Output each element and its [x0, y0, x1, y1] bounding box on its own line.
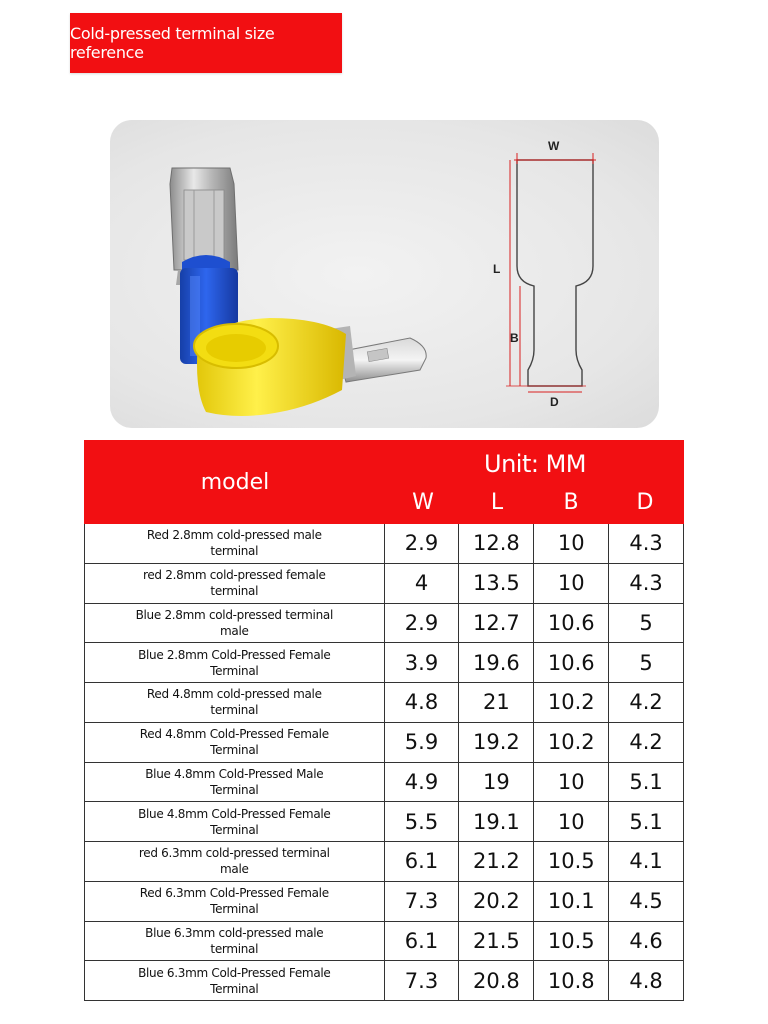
value-cell-w: 4.8 [385, 683, 460, 722]
value-cell-l: 19.2 [459, 723, 534, 762]
product-photo-panel [110, 120, 659, 428]
banner-title: Cold-pressed terminal size reference [70, 24, 275, 62]
model-cell: red 2.8mm cold-pressed female terminal [85, 564, 385, 603]
value-cell-l: 19.1 [459, 802, 534, 841]
table-row [85, 683, 684, 723]
table-row [85, 643, 684, 683]
table-row [85, 842, 684, 882]
model-cell: Blue 4.8mm Cold-Pressed Male Terminal [85, 763, 385, 802]
value-cell-w: 6.1 [385, 842, 460, 881]
value-cell-d: 5 [609, 604, 684, 643]
model-column-header: model [200, 469, 270, 495]
label-b: B [510, 331, 519, 345]
value-cell-d: 4.8 [609, 961, 684, 1000]
table-row [85, 564, 684, 604]
value-cell-b: 10 [534, 564, 609, 603]
table-row [85, 882, 684, 922]
value-cell-b: 10.2 [534, 683, 609, 722]
value-cell-w: 7.3 [385, 882, 460, 921]
value-cell-d: 4.3 [609, 524, 684, 563]
table-row [85, 524, 684, 564]
model-cell: Red 4.8mm cold-pressed male terminal [85, 683, 385, 722]
table-row [85, 961, 684, 1001]
value-cell-b: 10 [534, 524, 609, 563]
table-row [85, 922, 684, 962]
value-cell-d: 4.2 [609, 723, 684, 762]
model-cell: Blue 2.8mm cold-pressed terminal male [85, 604, 385, 643]
value-cell-w: 7.3 [385, 961, 460, 1000]
column-header-d: D [636, 490, 654, 515]
value-cell-l: 12.7 [459, 604, 534, 643]
value-cell-d: 4.1 [609, 842, 684, 881]
model-cell: Blue 6.3mm cold-pressed male terminal [85, 922, 385, 961]
value-cell-l: 20.8 [459, 961, 534, 1000]
terminal-photo-illustration [110, 120, 659, 428]
table-row [85, 723, 684, 763]
size-spec-table [84, 440, 684, 1001]
value-cell-b: 10.2 [534, 723, 609, 762]
value-cell-w: 5.9 [385, 723, 460, 762]
column-header-l: L [490, 490, 504, 515]
value-cell-l: 21.2 [459, 842, 534, 881]
value-cell-d: 5 [609, 643, 684, 682]
value-cell-b: 10.6 [534, 604, 609, 643]
value-cell-l: 21.5 [459, 922, 534, 961]
table-row [85, 763, 684, 803]
value-cell-b: 10 [534, 763, 609, 802]
value-cell-l: 21 [459, 683, 534, 722]
model-cell: Red 4.8mm Cold-Pressed Female Terminal [85, 723, 385, 762]
value-cell-b: 10.5 [534, 922, 609, 961]
label-l: L [493, 262, 501, 276]
table-row [85, 802, 684, 842]
value-cell-l: 19.6 [459, 643, 534, 682]
value-cell-b: 10.6 [534, 643, 609, 682]
value-cell-w: 6.1 [385, 922, 460, 961]
yellow-male-terminal [194, 318, 426, 416]
model-cell: Blue 6.3mm Cold-Pressed Female Terminal [85, 961, 385, 1000]
unit-header: Unit: MM [484, 450, 586, 478]
label-d: D [550, 395, 559, 409]
value-cell-w: 2.9 [385, 524, 460, 563]
value-cell-b: 10 [534, 802, 609, 841]
value-cell-b: 10.5 [534, 842, 609, 881]
table-header [84, 440, 684, 524]
value-cell-l: 19 [459, 763, 534, 802]
value-cell-d: 4.6 [609, 922, 684, 961]
value-cell-w: 5.5 [385, 802, 460, 841]
model-cell: Red 2.8mm cold-pressed male terminal [85, 524, 385, 563]
value-cell-l: 13.5 [459, 564, 534, 603]
model-cell: Blue 4.8mm Cold-Pressed Female Terminal [85, 802, 385, 841]
value-cell-d: 4.2 [609, 683, 684, 722]
table-body [84, 524, 684, 1001]
value-cell-w: 2.9 [385, 604, 460, 643]
model-cell: Red 6.3mm Cold-Pressed Female Terminal [85, 882, 385, 921]
value-cell-b: 10.1 [534, 882, 609, 921]
model-cell: red 6.3mm cold-pressed terminal male [85, 842, 385, 881]
value-cell-d: 5.1 [609, 763, 684, 802]
model-cell: Blue 2.8mm Cold-Pressed Female Terminal [85, 643, 385, 682]
title-banner [70, 13, 342, 73]
table-row [85, 604, 684, 644]
column-header-w: W [412, 490, 434, 515]
value-cell-d: 4.3 [609, 564, 684, 603]
value-cell-d: 5.1 [609, 802, 684, 841]
dimension-diagram [506, 153, 596, 392]
value-cell-w: 4.9 [385, 763, 460, 802]
value-cell-b: 10.8 [534, 961, 609, 1000]
value-cell-d: 4.5 [609, 882, 684, 921]
value-cell-w: 3.9 [385, 643, 460, 682]
value-cell-w: 4 [385, 564, 460, 603]
value-cell-l: 12.8 [459, 524, 534, 563]
value-cell-l: 20.2 [459, 882, 534, 921]
column-header-b: B [563, 490, 579, 515]
label-w: W [548, 139, 560, 153]
